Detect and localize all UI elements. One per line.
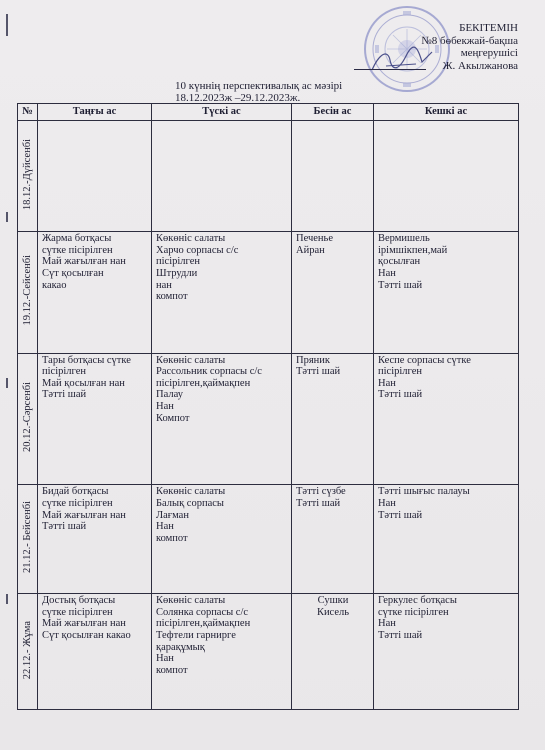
menu-item: компот — [156, 664, 188, 676]
dinner-cell — [374, 232, 519, 353]
menu-item: Сүт қосылған какао — [42, 630, 131, 641]
margin-mark — [6, 14, 8, 36]
menu-item: Палау — [156, 389, 183, 401]
menu-item: қосылған — [378, 256, 421, 268]
menu-item: Көкөніс салаты — [156, 354, 226, 366]
snack-cell — [292, 485, 374, 594]
menu-item: Тәтті шай — [42, 389, 87, 401]
menu-item: Достық ботқасы — [42, 595, 116, 607]
menu-item: сүтке пісірілген — [42, 606, 113, 618]
menu-item: пісірілген,қаймақпен — [156, 618, 251, 630]
menu-item: қарақұмық — [156, 641, 205, 653]
menu-item: компот — [156, 532, 188, 544]
menu-item: сүтке пісірілген — [42, 244, 113, 256]
menu-item: сүтке пісірілген — [42, 497, 113, 509]
menu-item: Пряник — [296, 354, 331, 366]
menu-item: пісірілген — [42, 366, 86, 378]
menu-item: Тәтті шай — [378, 630, 423, 641]
lunch-cell — [152, 121, 292, 232]
day-label: 21.12.- Бейсенбі — [21, 501, 33, 574]
day-label: 22.12.- Жұма — [21, 620, 33, 679]
approval-heading: БЕКІТЕМІН — [459, 22, 518, 34]
table-row — [18, 353, 519, 485]
header-number: № — [18, 104, 38, 121]
table-row — [18, 232, 519, 353]
menu-item: Бидай ботқасы — [42, 486, 109, 498]
menu-item: Нан — [156, 653, 174, 665]
menu-item: Тәтті сүзбе — [296, 486, 346, 498]
margin-mark — [6, 378, 8, 388]
menu-item: Печенье — [296, 233, 333, 245]
menu-item: Солянка сорпасы с/с — [156, 606, 249, 618]
menu-item: Жарма ботқасы — [42, 233, 112, 245]
menu-item: Нан — [378, 267, 396, 279]
menu-item: Сушки — [317, 595, 349, 607]
menu-item: Тәтті шай — [378, 509, 423, 521]
menu-item: Тәтті шай — [296, 366, 341, 378]
table-row — [18, 485, 519, 594]
breakfast-cell — [38, 121, 152, 232]
menu-item: Тәтті шай — [296, 497, 341, 509]
menu-item: пісірілген,қаймақпен — [156, 377, 251, 389]
menu-item: нан — [156, 279, 172, 291]
header-lunch: Түскі ас — [152, 104, 292, 121]
menu-item: Май жағылған нан — [42, 256, 126, 268]
approval-signer: Ж. Акылжанова — [442, 59, 518, 72]
day-cell — [18, 232, 38, 353]
menu-item: ірімшікпен,май — [378, 244, 448, 256]
menu-item: Нан — [378, 497, 396, 509]
menu-item: Тары ботқасы сүтке — [42, 354, 131, 366]
day-cell — [18, 121, 38, 232]
menu-item: пісірілген — [378, 366, 422, 378]
menu-item: Көкөніс салаты — [156, 595, 226, 607]
header-snack: Бесін ас — [292, 104, 374, 121]
day-cell — [18, 594, 38, 710]
signature-line — [354, 69, 426, 70]
day-label: 20.12.-Сәрсенбі — [21, 382, 33, 453]
snack-cell — [292, 232, 374, 353]
menu-item: Май жағылған нан — [42, 509, 126, 521]
menu-item: Тәтті шығыс палауы — [378, 486, 470, 498]
menu-item: Рассольник сорпасы с/с — [156, 366, 262, 378]
document-title-block — [175, 81, 342, 104]
table-row — [18, 121, 519, 232]
approval-block — [348, 22, 518, 72]
menu-item: Геркулес ботқасы — [378, 595, 457, 607]
dinner-cell — [374, 121, 519, 232]
header-dinner: Кешкі ас — [374, 104, 519, 121]
day-label: 19.12.-Сейсенбі — [21, 255, 33, 326]
menu-item: Балық сорпасы — [156, 497, 224, 509]
margin-mark — [6, 212, 8, 222]
menu-item: Вермишель — [378, 233, 430, 245]
menu-item: Штрудли — [156, 267, 198, 279]
menu-item: Тәтті шай — [378, 279, 423, 291]
breakfast-cell — [38, 485, 152, 594]
menu-item: Компот — [156, 412, 190, 424]
snack-cell — [292, 353, 374, 485]
menu-item: Кисель — [316, 606, 350, 618]
menu-item: пісірілген — [156, 256, 200, 268]
header-breakfast: Таңғы ас — [38, 104, 152, 121]
document-title: 10 күннің перспективалық ас мәзірі — [175, 80, 343, 92]
menu-item: Нан — [378, 377, 396, 389]
lunch-cell — [152, 485, 292, 594]
snack-cell — [292, 594, 374, 710]
day-cell — [18, 353, 38, 485]
dinner-cell — [374, 485, 519, 594]
menu-item: Нан — [156, 400, 174, 412]
menu-item: Лағман — [156, 509, 189, 521]
breakfast-cell — [38, 353, 152, 485]
snack-cell — [292, 121, 374, 232]
margin-mark — [6, 594, 8, 604]
menu-item: сүтке пісірілген — [378, 606, 449, 618]
menu-item: Көкөніс салаты — [156, 233, 226, 245]
day-cell — [18, 485, 38, 594]
dinner-cell — [374, 353, 519, 485]
menu-item: Нан — [156, 521, 174, 533]
menu-table — [17, 103, 519, 710]
menu-item: Кеспе сорпасы сүтке — [378, 354, 471, 366]
menu-item: Айран — [296, 244, 325, 256]
menu-item: Нан — [378, 618, 396, 630]
dinner-cell — [374, 594, 519, 710]
lunch-cell — [152, 232, 292, 353]
day-label: 18.12.-Дүйсенбі — [21, 138, 33, 210]
table-row — [18, 594, 519, 710]
document-period: 18.12.2023ж –29.12.2023ж. — [175, 91, 301, 104]
breakfast-cell — [38, 594, 152, 710]
table-header-row — [18, 104, 519, 121]
menu-item: Сүт қосылған — [42, 267, 104, 279]
menu-item: какао — [42, 279, 67, 291]
menu-item: компот — [156, 291, 188, 303]
breakfast-cell — [38, 232, 152, 353]
menu-item: Тефтели гарнирге — [156, 630, 236, 641]
menu-item: Харчо сорпасы с/с — [156, 244, 239, 256]
approval-position: меңгерушісі — [460, 47, 518, 59]
menu-item: Май жағылған нан — [42, 618, 126, 630]
table-body — [18, 121, 519, 710]
approval-organization: №8 бөбекжай-бақша — [421, 34, 518, 47]
menu-item: Тәтті шай — [378, 389, 423, 401]
lunch-cell — [152, 594, 292, 710]
menu-item: Тәтті шай — [42, 521, 87, 533]
menu-item: Көкөніс салаты — [156, 486, 226, 498]
lunch-cell — [152, 353, 292, 485]
menu-item: Май қосылған нан — [42, 377, 125, 389]
